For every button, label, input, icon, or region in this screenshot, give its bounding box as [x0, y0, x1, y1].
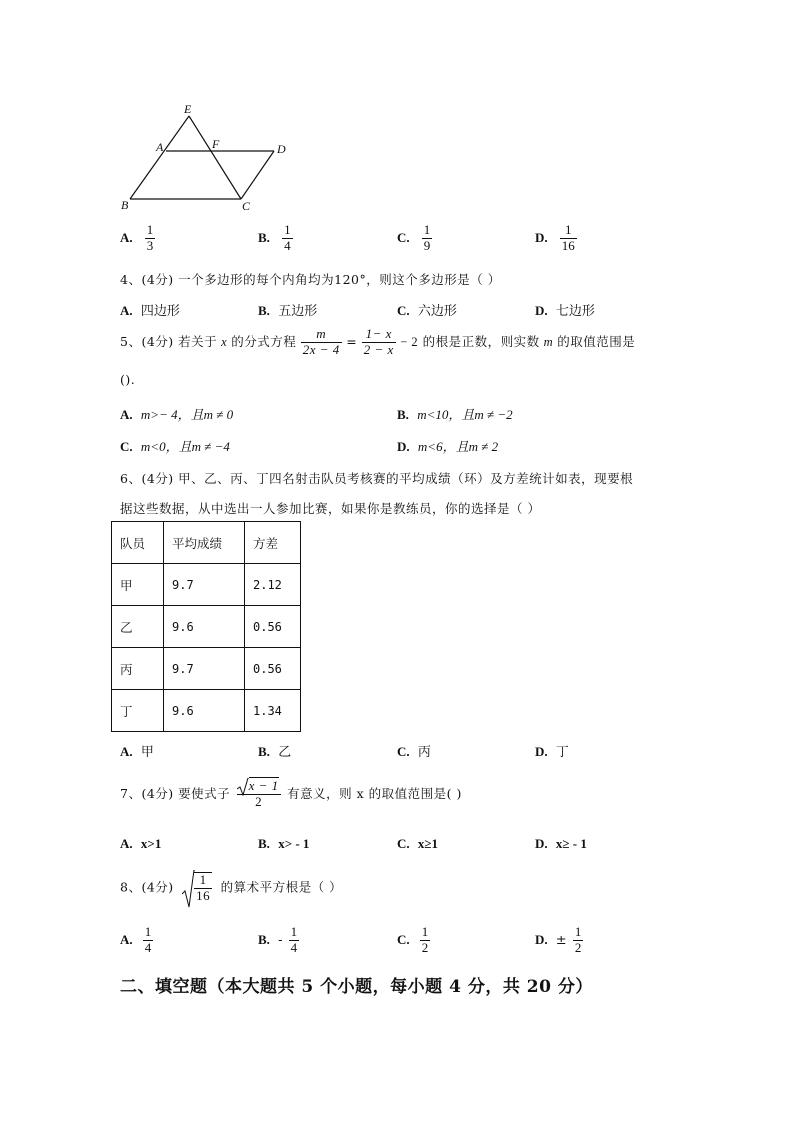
option-label: C.: [397, 229, 410, 245]
fraction: $\frac{1}{4}$: [144, 924, 152, 955]
table-cell: 9.7: [164, 648, 245, 690]
q8-sqrt: $\frac{1}{16}$: [182, 872, 212, 904]
fraction: $\frac{1}{16}$: [561, 222, 575, 253]
segment-eb: [130, 116, 189, 199]
table-cell: 0.56: [245, 606, 301, 648]
table-row: [112, 564, 301, 606]
option-label: D.: [535, 229, 548, 245]
q6-stem-line2: 据这些数据，从中选出一人参加比赛，如果你是教练员，你的选择是（ ）: [120, 501, 541, 516]
point-label-d: D: [277, 142, 286, 156]
q7-option-c[interactable]: C. x≥1: [397, 836, 439, 851]
q5-option-a[interactable]: A. m>− 4，且m ≠ 0: [120, 407, 234, 422]
q7-option-b[interactable]: B. x> - 1: [258, 836, 310, 851]
table-header: 队员: [112, 522, 164, 564]
fraction: $\frac{1}{9}$: [423, 222, 431, 253]
segment-dc: [241, 151, 274, 199]
q6-stem-line1: 6、(4分) 甲、乙、丙、丁四名射击队员考核赛的平均成绩（环）及方差统计如表，现要根: [120, 471, 634, 486]
q5-rhs-fraction: $\frac{1- x}{2 - x}$: [363, 326, 394, 357]
q4-option-c[interactable]: C. 六边形: [397, 303, 457, 319]
q5-option-d[interactable]: D. m<6，且m ≠ 2: [397, 439, 499, 454]
fraction: $\frac{1}{3}$: [146, 222, 154, 253]
q7-stem: 7、(4分) 要使式子 $\frac{x - 1}{2}$ 有意义，则 x 的取值范围是( ): [120, 778, 462, 809]
radical-sign-icon: [237, 778, 249, 796]
point-label-b: B: [121, 198, 129, 212]
q3-option-a[interactable]: [120, 223, 155, 254]
q8-option-a[interactable]: A. $\frac{1}{4}$: [120, 924, 152, 955]
q7-sqrt-fraction: $\frac{x - 1}{2}$: [237, 779, 281, 810]
table-cell: 2.12: [245, 564, 301, 606]
point-label-f: F: [212, 137, 220, 151]
section-heading: 二、填空题（本大题共 5 个小题，每小题 4 分，共 20 分）: [120, 977, 593, 997]
radical-sign-icon: [182, 870, 195, 908]
q7-option-a[interactable]: A. x>1: [120, 836, 162, 851]
point-label-c: C: [242, 199, 251, 213]
q5-option-b[interactable]: B. m<10，且m ≠ −2: [397, 407, 513, 422]
q5-stem-line2: ().: [120, 372, 136, 387]
q6-option-d[interactable]: D. 丁: [535, 744, 569, 760]
segment-ec: [189, 116, 241, 199]
q6-option-a[interactable]: A. 甲: [120, 744, 154, 760]
q6-option-c[interactable]: C. 丙: [397, 744, 431, 760]
q4-option-b[interactable]: B. 五边形: [258, 303, 318, 319]
q8-option-d[interactable]: D. ± $\frac{1}{2}$: [535, 924, 582, 955]
q5-lhs-fraction: $\frac{m}{2x - 4}$: [302, 326, 340, 357]
q8-stem: 8、(4分) $\frac{1}{16}$ 的算术平方根是（ ）: [120, 872, 342, 904]
q4-option-d[interactable]: D. 七边形: [535, 303, 595, 319]
table-row: [112, 606, 301, 648]
table-header: 平均成绩: [164, 522, 245, 564]
fraction: $\frac{1}{2}$: [574, 924, 582, 955]
table-cell: 0.56: [245, 648, 301, 690]
table-cell: 9.6: [164, 690, 245, 732]
q3-option-d[interactable]: [535, 223, 577, 254]
table-cell: 丁: [112, 690, 164, 732]
geometry-figure: [115, 100, 300, 218]
q3-option-c[interactable]: [397, 223, 432, 254]
q5-stem: 5、(4分) 若关于 x 的分式方程 $\frac{m}{2x - 4}$ = $\frac{1- x}{2 - x}$ − 2 的根是正数，则实数 m 的取值范围是: [120, 326, 636, 357]
table-row: [112, 648, 301, 690]
fraction: $\frac{1}{4}$: [290, 924, 298, 955]
q4-stem: 4、(4分) 一个多边形的每个内角均为120°，则这个多边形是（ ）: [120, 272, 501, 287]
q6-option-b[interactable]: B. 乙: [258, 744, 292, 760]
table-cell: 1.34: [245, 690, 301, 732]
table-cell: 9.7: [164, 564, 245, 606]
q5-option-c[interactable]: C. m<0，且m ≠ −4: [120, 439, 230, 454]
table-cell: 乙: [112, 606, 164, 648]
table-header-row: [112, 522, 301, 564]
point-label-e: E: [184, 102, 192, 116]
table-cell: 甲: [112, 564, 164, 606]
fraction: $\frac{1}{2}$: [421, 924, 429, 955]
point-label-a: A: [156, 140, 164, 154]
q4-option-a[interactable]: A. 四边形: [120, 303, 180, 319]
option-label: A.: [120, 229, 133, 245]
q7-option-d[interactable]: D. x≥ - 1: [535, 836, 587, 851]
q8-option-b[interactable]: B. - $\frac{1}{4}$: [258, 924, 298, 955]
option-label: B.: [258, 229, 270, 245]
q3-option-b[interactable]: [258, 223, 293, 254]
table-row: [112, 690, 301, 732]
table-cell: 丙: [112, 648, 164, 690]
score-table: [111, 521, 301, 732]
table-header: 方差: [245, 522, 301, 564]
table-cell: 9.6: [164, 606, 245, 648]
fraction: $\frac{1}{4}$: [284, 222, 291, 253]
q8-option-c[interactable]: C. $\frac{1}{2}$: [397, 924, 429, 955]
